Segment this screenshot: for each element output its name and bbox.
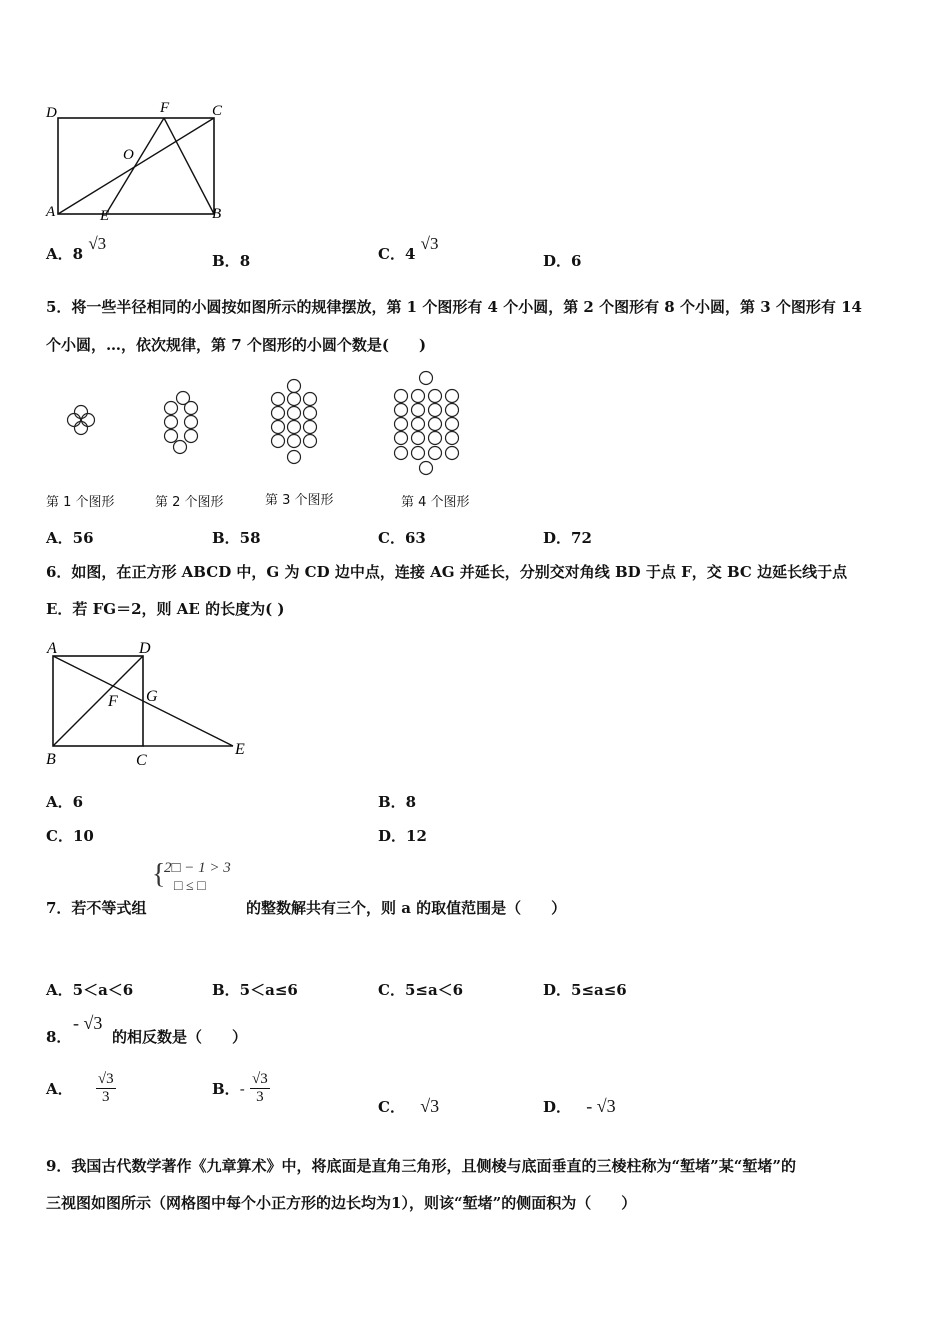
sqrt-expr: √3 [88,234,107,253]
q8-prefix: 8． [46,1028,72,1046]
q9-text-line1: 9．我国古代数学著作《九章算术》中，将底面是直角三角形，且侧棱与底面垂直的三棱柱称为“堑堵”某“堑堵”的 [46,1157,796,1175]
q9-text-line2: 三视图如图所示（网格图中每个小正方形的边长均为1），则该“堑堵”的侧面积为（ ） [46,1194,637,1212]
q5-text-line1: 5．将一些半径相同的小圆按如图所示的规律摆放，第 1 个图形有 4 个小圆，第 2 个图形有 8 个小圆，第 3 个图形有 14 [46,298,862,316]
q6-text-line2: E．若 FG＝2，则 AE 的长度为( ) [46,600,285,618]
q4-option-b: B．8 [212,252,251,270]
fraction: $\frac{√3}{3}$ [97,1071,114,1105]
label-c: C [136,752,147,769]
q7-option-d: D．5≤a≤6 [543,981,627,999]
q7-prefix: 7．若不等式组 [46,899,147,917]
q4-figure [40,98,240,228]
q5-caption-2: 第 2 个图形 [155,495,224,510]
sqrt-expr: √3 [420,234,439,253]
fraction: $\frac{√3}{3}$ [252,1071,268,1105]
segment-fb [164,118,214,214]
q5-text-line2: 个小圆，…，依次规律，第 7 个图形的小圆个数是( ) [46,336,427,354]
q8-option-b: B．- $\frac{√3}{3}$ [212,1071,268,1105]
segment-ef [106,118,164,214]
q4-option-c: C．4 √3 [378,234,439,263]
brace: { [152,859,166,890]
label-b: B [46,751,56,768]
q7-suffix: 的整数解共有三个，则 a 的取值范围是（ ） [246,899,567,917]
label-a: A [46,204,56,220]
q5-caption-3: 第 3 个图形 [265,493,334,508]
system-line-2: □ ≤ □ [174,879,206,894]
label-d: D [139,640,151,657]
label-e: E [235,741,245,758]
q6-option-d: D．12 [378,827,427,845]
q5-caption-4: 第 4 个图形 [401,495,470,510]
label-f: F [108,693,118,710]
segment-bd [53,656,143,746]
label-b: B [212,206,222,222]
q8-suffix: 的相反数是（ ） [112,1028,248,1046]
pattern-1 [68,406,95,435]
q5-caption-1: 第 1 个图形 [46,495,115,510]
q5-option-c: C．63 [378,529,426,547]
system-line-1: 2□ − 1 > 3 [164,860,231,876]
q8-option-d: D． - √3 [543,1096,616,1116]
pattern-3 [272,380,317,464]
label-g: G [146,688,158,705]
q7-option-b: B．5＜a≤6 [212,981,298,999]
pattern-4 [395,372,459,475]
q8-option-a: A． $\frac{√3}{3}$ [46,1071,114,1105]
q5-option-d: D．72 [543,529,592,547]
q4-option-d: D．6 [543,252,582,270]
q6-option-a: A．6 [46,793,84,811]
label-a: A [47,640,57,657]
segment-ac [58,118,214,214]
q6-option-c: C．10 [46,827,94,845]
q8-expression: - √3 [73,1013,103,1033]
q4-option-a: A．8 √3 [46,234,107,263]
q5-option-a: A．56 [46,529,94,547]
pattern-2 [165,392,198,454]
label-c: C [212,103,223,119]
label-e: E [100,208,110,224]
label-f: F [160,100,170,116]
q6-text-line1: 6．如图，在正方形 ABCD 中，G 为 CD 边中点，连接 AG 并延长，分别交对角线 BD 于点 F，交 BC 边延长线于点 [46,563,848,581]
q6-option-b: B．8 [378,793,417,811]
q6-figure [40,636,260,774]
q8-option-c: C． √3 [378,1096,440,1116]
q5-circle-patterns [40,366,500,486]
label-d: D [46,105,57,121]
q7-option-a: A．5＜a＜6 [46,981,134,999]
q7-option-c: C．5≤a＜6 [378,981,464,999]
q5-option-b: B．58 [212,529,261,547]
label-o: O [123,147,134,163]
q7-inequality-system [152,858,247,900]
